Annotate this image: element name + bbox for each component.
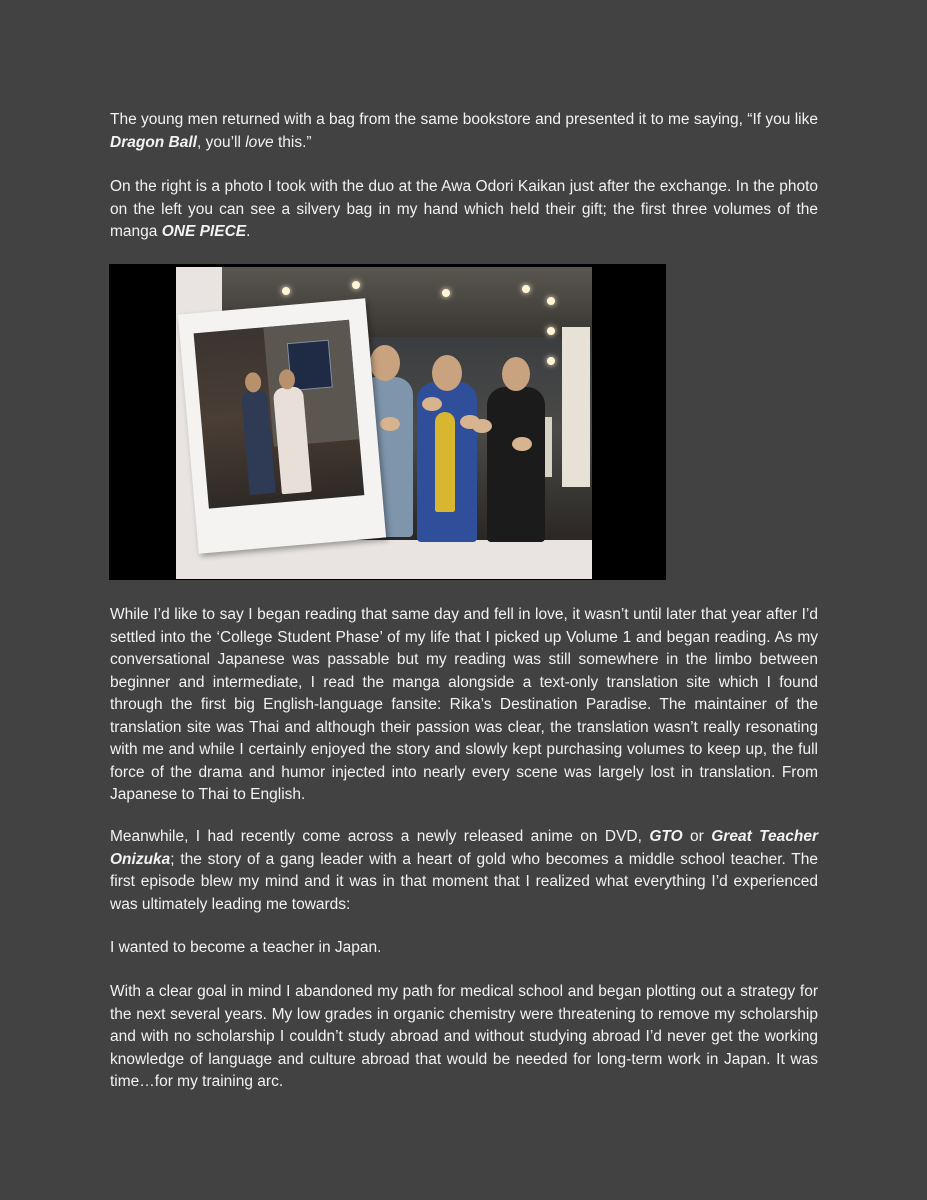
paragraph-bookstore-gift — [110, 109, 818, 154]
wall-light — [547, 297, 555, 305]
yellow-scarf — [435, 412, 455, 512]
ceiling-light — [442, 289, 450, 297]
person-right-head — [502, 357, 530, 391]
text-run: . — [246, 223, 251, 240]
text-run: , you’ll — [196, 133, 246, 151]
paragraph-training-arc: With a clear goal in mind I abandoned my path for medical school and began plotting out a strategy for the next several years. My low grades in organic chemistry were threatening to remove my scholarship and with no scholarship I couldn’t study abroad and without studying abroad I’d never get the working knowledge of language and culture abroad that would be needed for long-term work in Japan. It was time…for my training arc. — [110, 983, 818, 1090]
title-great-teacher-onizuka: Great Teacher Onizuka — [110, 828, 818, 868]
text-run: this.” — [273, 133, 312, 151]
hand — [472, 419, 492, 433]
hand — [380, 417, 400, 431]
hand — [512, 437, 532, 451]
paragraph-photo-caption — [110, 176, 818, 244]
polaroid-image — [194, 320, 365, 509]
hand — [422, 397, 442, 411]
paragraph-gto — [110, 826, 818, 916]
ceiling-light — [522, 285, 530, 293]
text-run: The young men returned with a bag from the same bookstore and presented it to me saying, “If you like — [110, 111, 818, 128]
text-run: ; the story of a gang leader with a heart of gold who becomes a middle school teacher. The first episode blew my mind and it was in that moment that I realized what everything I’d experienced was ultimately leading me towards: — [110, 850, 818, 913]
title-one-piece: ONE PIECE — [161, 223, 247, 240]
wall-sign — [562, 327, 590, 487]
text-run: or — [682, 828, 712, 845]
emphasis-love: love — [245, 133, 274, 151]
title-dragon-ball: Dragon Ball — [110, 133, 197, 151]
paragraph-goal: I wanted to become a teacher in Japan. — [110, 939, 382, 956]
wall-light — [547, 357, 555, 365]
paragraph-reading-manga: While I’d like to say I began reading that same day and fell in love, it wasn’t until later that year after I’d settled into the ‘College Student Phase’ of my life that I picked up Volume 1 and began reading. As my conversational Japanese was passable but my reading was still somewhere in the limbo between beginner and intermediate, I read the manga alongside a text-only translation site which I found through the first big English-language fansite: Rika’s Destination Paradise. The maintainer of the translation site was Thai and although their passion was clear, the translation wasn’t really resonating with me and while I certainly enjoyed the story and slowly kept purchasing volumes to keep up, the full force of the drama and humor injected into nearly every scene was largely lost in translation. From Japanese to Thai to English. — [110, 606, 818, 803]
text-run: Meanwhile, I had recently come across a newly released anime on DVD, — [110, 828, 650, 845]
person-left-head — [370, 345, 400, 381]
polaroid — [178, 298, 386, 553]
person-right — [487, 387, 545, 542]
text-run: On the right is a photo I took with the duo at the Awa Odori Kaikan just after the exchange. In the photo on the left you can see a silvery bag in my hand which held their gift; the first three volumes of the manga — [110, 178, 818, 240]
photo — [109, 264, 666, 580]
person-center-head — [432, 355, 462, 391]
title-gto: GTO — [649, 828, 683, 845]
ceiling-light — [352, 281, 360, 289]
ceiling-light — [282, 287, 290, 295]
wall-light — [547, 327, 555, 335]
